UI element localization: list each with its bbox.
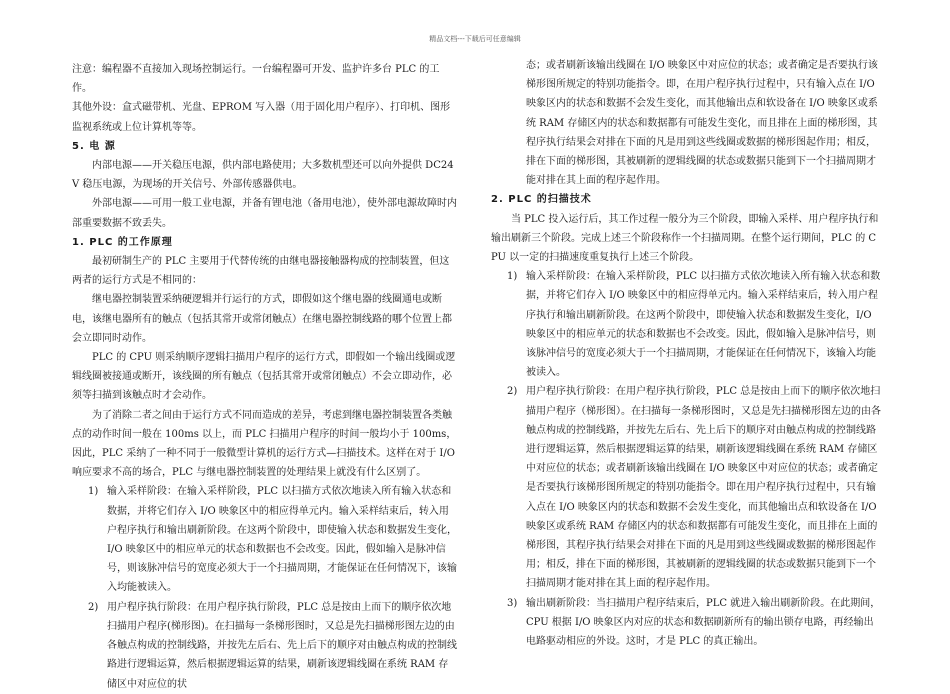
scan-paragraph: 当 PLC 投入运行后，其工作过程一般分为三个阶段，即输入采样、用户程序执行和输出刷新三个阶段。完成上述三个阶段称作一个扫描周期。在整个运行期间，PLC 的 CPU 以一定的扫描速度重复执行上述三个阶段。 bbox=[491, 213, 879, 264]
list-item bbox=[491, 594, 881, 652]
list-item-text: 用户程序执行阶段：在用户程序执行阶段，PLC 总是按由上而下的顺序依次地扫描用户程序(梯形图)。在扫描每一条梯形图时，又总是先扫描梯形图左边的由各触点构成的控制线路，并按先左后右、先上后下的顺序对由触点构成的控制线路进行逻辑运算，然后根据逻辑运算的结果，刷新该逻辑线圈在系统 RAM 存储区中对应位的状 bbox=[107, 601, 457, 690]
principle-heading: 1. PLC 的工作原理 bbox=[72, 236, 173, 248]
left-column bbox=[72, 60, 457, 694]
page-header: 精品文档---下载后可任意编辑 bbox=[429, 35, 521, 43]
list-item-text: 输入采样阶段：在输入采样阶段，PLC 以扫描方式依次地读入所有输入状态和数据，并将它们存入 I/O 映象区中的相应得单元内。输入采样结束后，转入用户程序执行和输出刷新阶段。在这两个阶段中，即使输入状态和数据发生变化，I/O 映象区中的相应单元的状态和数据也不会改变。因此，假如输入是脉冲信号，则该脉冲信号的宽度必须大于一个扫描周期，才能保证在任何情况下，该输入均能被读入。 bbox=[107, 486, 457, 594]
list-number: 2) bbox=[88, 601, 99, 613]
principle-paragraph-2: 继电器控制装置采纳硬逻辑并行运行的方式，即假如这个继电器的线圈通电或断电，该继电器所有的触点（包括其常开或常闭触点）在继电器控制线路的哪个位置上都会立即同时动作。 bbox=[72, 294, 452, 344]
list-item bbox=[72, 482, 457, 597]
note-paragraph: 注意：编程器不直接加入现场控制运行。一台编程器可开发、监护许多台 PLC 的工作。 bbox=[72, 64, 440, 95]
continued-list-text: 态；或者刷新该输出线圈在 I/O 映象区中对应位的状态；或者确定是否要执行该梯形图所规定的特别功能指令。即，在用户程序执行过程中，只有输入点在 I/O 映象区内的状态和数据不会发生变化，而其他输出点和软设备在 I/O 映象区或系统 RAM 存储区内的状态和数据都有可能发生变化，而且排在上面的梯形图，其程序执行结果会对排在下面的凡是用到这些线圈或数据的梯形图起作用；相反，排在下面的梯形图，其被刷新的逻辑线圈的状态或数据只能到下一个扫描周期才能对排在其上面的程序起作用。 bbox=[526, 60, 878, 187]
scan-heading: 2. PLC 的扫描技术 bbox=[491, 194, 592, 206]
principle-paragraph-1: 最初研制生产的 PLC 主要用于代替传统的由继电器接触器构成的控制装置，但这两者的运行方式是不相同的： bbox=[72, 256, 450, 287]
list-item bbox=[491, 267, 881, 382]
right-column bbox=[491, 56, 881, 651]
list-number: 1) bbox=[507, 271, 518, 283]
power-heading: 5. 电 源 bbox=[72, 140, 116, 152]
list-item bbox=[72, 598, 457, 694]
list-item-text: 输入采样阶段：在输入采样阶段，PLC 以扫描方式依次地读入所有输入状态和数据，并将它们存入 I/O 映象区中的相应得单元内。输入采样结束后，转入用户程序执行和输出刷新阶段。在这两个阶段中，即使输入状态和数据发生变化，I/O 映象区中的相应单元的状态和数据也不会改变。因此，假如输入是脉冲信号，则该脉冲信号的宽度必须大于一个扫描周期，才能保证在任何情况下，该输入均能被读入。 bbox=[526, 271, 881, 379]
list-number: 1) bbox=[88, 486, 99, 498]
list-item-text: 输出刷新阶段：当扫描用户程序结束后，PLC 就进入输出刷新阶段。在此期间，CPU 根据 I/O 映象区内对应的状态和数据刷新所有的输出锁存电路，再经输出电路驱动相应的外设。这时，才是 PLC 的真正输出。 bbox=[526, 597, 881, 648]
list-item bbox=[491, 382, 881, 593]
list-number: 3) bbox=[507, 597, 518, 609]
internal-power-paragraph: 内部电源——开关稳压电源，供内部电路使用；大多数机型还可以向外提供 DC24V 稳压电源，为现场的开关信号、外部传感器供电。 bbox=[72, 160, 454, 191]
external-power-paragraph: 外部电源——可用一般工业电源，并备有锂电池（备用电池），使外部电源故障时内部重要数据不致丢失。 bbox=[72, 198, 457, 229]
other-peripherals-paragraph: 其他外设：盒式磁带机、光盘、EPROM 写入器（用于固化用户程序）、打印机、图形监视系统或上位计算机等等。 bbox=[72, 102, 451, 133]
principle-paragraph-3: PLC 的 CPU 则采纳顺序逻辑扫描用户程序的运行方式，即假如一个输出线圈或逻辑线圈被接通或断开，该线圈的所有触点（包括其常开或常闭触点）不会立即动作，必须等扫描到该触点时才会动作。 bbox=[72, 352, 456, 402]
principle-paragraph-4: 为了消除二者之间由于运行方式不同而造成的差异，考虑到继电器控制装置各类触点的动作时间一般在 100ms 以上，而 PLC 扫描用户程序的时间一般均小于 100ms，因此，PLC 采纳了一种不同于一般微型计算机的运行方式—扫描技术。这样在对于 I/O 响应要求不高的场合，PLC 与继电器控制装置的处理结果上就没有什么区别了。 bbox=[72, 409, 457, 479]
list-item-text: 用户程序执行阶段：在用户程序执行阶段，PLC 总是按由上而下的顺序依次地扫描用户程序（梯形图）。在扫描每一条梯形图时，又总是先扫描梯形图左边的由各触点构成的控制线路，并按先左后右、先上后下的顺序对由触点构成的控制线路进行逻辑运算，然后根据逻辑运算的结果，刷新该逻辑线圈在系统 RAM 存储区中对应位的状态；或者刷新该输出线圈在 I/O 映象区中对应位的状态；或者确定是否要执行该梯形图所规定的特别功能指令。即在用户程序执行过程中，只有输入点在 I/O 映象区内的状态和数据不会发生变化，而其他输出点和软设备在 I/O 映象区或系统 RAM 存储区内的状态和数据都有可能发生变化，而且排在上面的梯形图，其程序执行结果会对排在下面的凡是用到这些线圈或数据的梯形图起作用；相反，排在下面的梯形图，其被刷新的逻辑线圈的状态或数据只能到下一个扫描周期才能对排在其上面的程序起作用。 bbox=[526, 386, 881, 590]
list-number: 2) bbox=[507, 386, 518, 398]
